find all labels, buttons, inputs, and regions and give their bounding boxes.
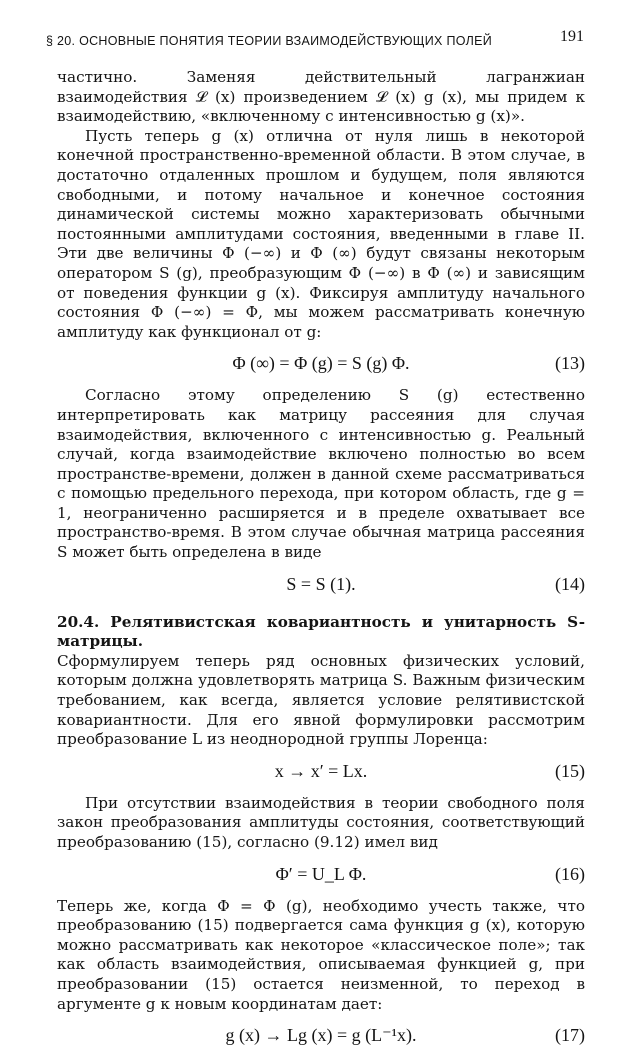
running-header bbox=[30, 28, 584, 50]
paragraph-2: Пусть теперь g (x) отлична от нуля лишь в некоторой конечной пространственно-временной области. В этом случае, в достаточно отдаленных прошлом и будущем, поля являются свободными, и потому начальное и конечное состояния динамической системы можно характеризовать обычными постоянными амплитудами состояния, введенными в главе II. Эти две величины Φ (−∞) и Φ (∞) будут связаны некоторым оператором S (g), преобразующим Φ (−∞) в Φ (∞) и зависящим от поведения функции g (x). Фиксируя амплитуду начального состояния Φ (−∞) = Φ, мы можем рассматривать конечную амплитуду как функционал от g: bbox=[57, 126, 585, 341]
paragraph-1: частично. Заменяя действительный лагранжиан взаимодействия 𝓛 (x) произведением 𝓛 (x) g (x), мы придем к взаимодействию, «включенному с интенсивностью g (x)». bbox=[57, 68, 585, 126]
paragraph-6: Теперь же, когда Φ = Φ (g), необходимо учесть также, что преобразованию (15) подвергается сама функция g (x), которую можно рассматривать как некоторое «классическое поле»; так как область взаимодействия, описываемая функцией g, при преобразовании (15) остается неизменной, то переход в аргументе g к новым координатам дает: bbox=[57, 896, 585, 1013]
equation-13 bbox=[57, 342, 585, 386]
equation-15-formula: x → x′ = Lx. bbox=[274, 760, 368, 781]
equation-15-number: (15) bbox=[555, 760, 585, 781]
section-title: 20.4. Релятивистская ковариантность и унитарность S-матрицы. bbox=[57, 612, 585, 651]
equation-13-number: (13) bbox=[555, 353, 585, 374]
equation-14-number: (14) bbox=[555, 573, 585, 594]
page-number: 191 bbox=[560, 28, 584, 45]
equation-17 bbox=[57, 1014, 585, 1058]
equation-15 bbox=[57, 750, 585, 794]
equation-14-formula: S = S (1). bbox=[286, 573, 356, 594]
paragraph-4: Сформулируем теперь ряд основных физических условий, которым должна удовлетворять матрица S. Важным физическим требованием, как всегда, является условие релятивистской ковариантности. Для его явной формулировки рассмотрим преобразование L из неоднородной группы Лоренца: bbox=[57, 651, 585, 749]
equation-16-formula: Φ′ = U_L Φ. bbox=[275, 863, 367, 884]
equation-16 bbox=[57, 853, 585, 897]
paragraph-5: При отсутствии взаимодействия в теории свободного поля закон преобразования амплитуды состояния, соответствующий преобразованию (15), согласно (9.12) имел вид bbox=[57, 793, 585, 851]
equation-17-formula: g (x) → Lg (x) = g (L⁻¹x). bbox=[225, 1025, 417, 1046]
header-title: § 20. ОСНОВНЫЕ ПОНЯТИЯ ТЕОРИИ ВЗАИМОДЕЙСТВУЮЩИХ ПОЛЕЙ bbox=[46, 34, 493, 48]
equation-14 bbox=[57, 563, 585, 607]
equation-13-formula: Φ (∞) = Φ (g) = S (g) Φ. bbox=[232, 353, 410, 374]
equation-17-number: (17) bbox=[555, 1025, 585, 1046]
equation-16-number: (16) bbox=[555, 863, 585, 884]
paragraph-3: Согласно этому определению S (g) естественно интерпретировать как матрицу рассеяния для случая взаимодействия, включенного с интенсивностью g. Реальный случай, когда взаимодействие включено полностью во всем пространстве-времени, должен в данной схеме рассматриваться с помощью предельного перехода, при котором область, где g = 1, неограниченно расширяется и в пределе охватывает все пространство-время. В этом случае обычная матрица рассеяния S может быть определена в виде bbox=[57, 386, 585, 562]
section-heading bbox=[57, 613, 585, 652]
page-body bbox=[57, 68, 585, 1058]
